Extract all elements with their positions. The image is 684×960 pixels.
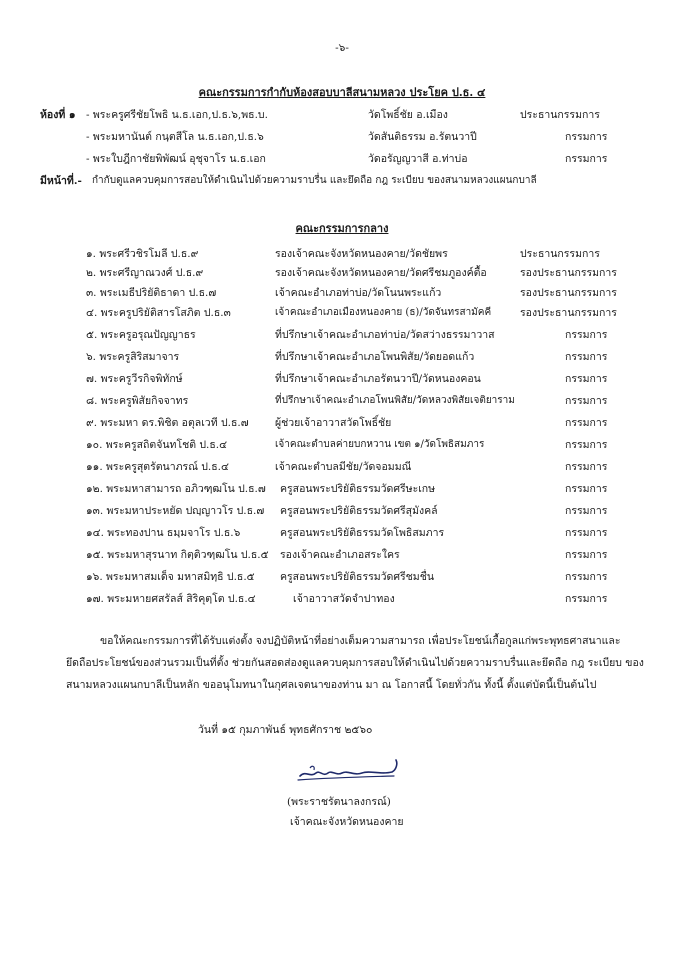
member-position: ที่ปรึกษาเจ้าคณะอำเภอโพนพิสัย/วัดยอดแก้ว (275, 351, 475, 363)
member-name: ๑๒. พระมหาสามารถ อภิวฑฺฒโน ป.ธ.๗ (86, 483, 266, 495)
member-name: - พระมหานันต์ กนฺตสีโล น.ธ.เอก,ป.ธ.๖ (86, 131, 264, 143)
document-title: คณะกรรมการกำกับห้องสอบบาลีสนามหลวง ประโยค ป.ธ. ๔ (198, 86, 486, 99)
member-role: กรรมการ (565, 505, 608, 517)
member-name: ๖. พระครูสิริสมาจาร (86, 351, 180, 363)
table-row (0, 571, 684, 587)
table-row (0, 593, 684, 609)
table-row (0, 287, 684, 303)
room-member-row (0, 153, 684, 169)
member-role: กรรมการ (565, 373, 608, 385)
table-row (0, 307, 684, 323)
table-row (0, 527, 684, 543)
member-position: เจ้าคณะตำบลมีชัย/วัดจอมมณี (275, 461, 412, 473)
member-name: ๑. พระศรีวชิรโมลี ป.ธ.๙ (86, 248, 199, 260)
member-position: ที่ปรึกษาเจ้าคณะอำเภอโพนพิสัย/วัดหลวงพิสัยเจติยาราม (275, 395, 515, 406)
member-role: กรรมการ (565, 593, 608, 605)
member-position: รองเจ้าคณะจังหวัดหนองคาย/วัดชัยพร (275, 248, 448, 260)
member-name: - พระใบฎีกาชัยพิพัฒน์ อุชุจาโร น.ธ.เอก (86, 153, 266, 165)
table-row (0, 329, 684, 345)
table-row (0, 439, 684, 455)
table-row (0, 267, 684, 283)
member-place: วัดอรัญญวาสี อ.ท่าบ่อ (368, 153, 468, 165)
member-position: ที่ปรึกษาเจ้าคณะอำเภอรัตนวาปี/วัดหนองคอน (275, 373, 481, 385)
member-role: กรรมการ (565, 329, 608, 341)
member-role: กรรมการ (565, 527, 608, 539)
member-name: ๓. พระเมธีปริยัติธาดา ป.ธ.๗ (86, 287, 217, 299)
table-row (0, 505, 684, 521)
member-name: ๑๔. พระทองปาน ธมฺมจาโร ป.ธ.๖ (86, 527, 241, 539)
member-name: ๑๕. พระมหาสุรนาท กิตฺติวฑฺฒโน ป.ธ.๕ (86, 549, 269, 561)
member-name: ๙. พระมหา ดร.พิชิต อตุลเวที ป.ธ.๗ (86, 417, 249, 429)
table-row (0, 461, 684, 477)
member-name: ๕. พระครูอรุณปัญญาธร (86, 329, 196, 341)
member-name: ๑๗. พระมหายศสรัลส์ สิริคุตฺโต ป.ธ.๔ (86, 593, 256, 605)
table-row (0, 248, 684, 264)
signatory-title: เจ้าคณะจังหวัดหนองคาย (290, 816, 404, 828)
member-position: เจ้าคณะอำเภอเมืองหนองคาย (ธ)/วัดจันทรสามัคคี (275, 307, 492, 318)
member-role: กรรมการ (565, 461, 608, 473)
duty-text: กำกับดูแลควบคุมการสอบให้ดำเนินไปด้วยความราบรื่น และยึดถือ กฎ ระเบียบ ของสนามหลวงแผนกบาลี (92, 175, 537, 186)
room-member-row (0, 131, 684, 147)
signatory-name: (พระราชรัตนาลงกรณ์) (287, 796, 391, 808)
signature-image (296, 756, 400, 786)
member-role: กรรมการ (565, 153, 608, 165)
table-row (0, 395, 684, 411)
central-committee-title: คณะกรรมการกลาง (295, 222, 389, 235)
table-row (0, 483, 684, 499)
table-row (0, 373, 684, 389)
member-role: กรรมการ (565, 131, 608, 143)
duty-label: มีหน้าที่.- (40, 175, 82, 187)
duty-row (0, 175, 684, 191)
member-name: ๑๑. พระครูสุตรัตนาภรณ์ ป.ธ.๔ (86, 461, 229, 473)
member-name: ๘. พระครูพิสัยกิจจาทร (86, 395, 189, 407)
member-name: ๑๓. พระมหาประหยัด ปญฺญาวโร ป.ธ.๗ (86, 505, 265, 517)
member-position: ที่ปรึกษาเจ้าคณะอำเภอท่าบ่อ/วัดสว่างธรรมาวาส (275, 329, 495, 341)
member-place: วัดสันติธรรม อ.รัตนวาปี (368, 131, 477, 143)
member-role: กรรมการ (565, 395, 608, 407)
closing-paragraph: ขอให้คณะกรรมการที่ได้รับแต่งตั้ง จงปฏิบัติหน้าที่อย่างเต็มความสามารถ เพื่อประโยชน์เกื้อกูลแก่พระพุทธศาสนาและยึดถือประโยชน์ของส่วนรวมเป็นที่ตั้ง ช่วยกันสอดส่องดูแลควบคุมการสอบให้ดำเนินไปด้วยความราบรื่นและยึดถือ กฎ ระเบียบ ของสนามหลวงแผนกบาลีเป็นหลัก ขออนุโมทนาในกุศลเจตนาของท่าน มา ณ โอกาสนี้ โดยทั่วกัน ทั้งนี้ ตั้งแต่บัดนี้เป็นต้นไป (66, 635, 644, 691)
member-position: ครูสอนพระปริยัติธรรมวัดศรีสุมังคล์ (280, 505, 438, 517)
page-number: -๖- (335, 42, 349, 54)
member-role: รองประธานกรรมการ (520, 267, 617, 279)
member-name: ๑๖. พระมหาสมเด็จ มหาสมิทฺธิ ป.ธ.๕ (86, 571, 255, 583)
member-role: กรรมการ (565, 417, 608, 429)
member-place: วัดโพธิ์ชัย อ.เมือง (368, 109, 448, 121)
member-role: ประธานกรรมการ (520, 109, 600, 121)
member-role: กรรมการ (565, 351, 608, 363)
room-label: ห้องที่ ๑ (40, 109, 76, 121)
member-position: เจ้าอาวาสวัดจำปาทอง (293, 593, 395, 605)
member-role: รองประธานกรรมการ (520, 287, 617, 299)
table-row (0, 417, 684, 433)
member-position: รองเจ้าคณะอำเภอสระใคร (280, 549, 400, 561)
member-name: ๗. พระครูวีรกิจพิทักษ์ (86, 373, 183, 385)
member-position: เจ้าคณะตำบลค่ายบกหวาน เขต ๑/วัดโพธิสมภาร (275, 439, 485, 450)
room-member-row (0, 109, 684, 125)
member-position: ผู้ช่วยเจ้าอาวาสวัดโพธิ์ชัย (275, 417, 392, 429)
member-position: เจ้าคณะอำเภอท่าบ่อ/วัดโนนพระแก้ว (275, 287, 442, 299)
member-name: ๔. พระครูปริยัติสารโสภิต ป.ธ.๓ (86, 307, 231, 319)
member-position: ครูสอนพระปริยัติธรรมวัดโพธิสมภาร (280, 527, 445, 539)
member-role: กรรมการ (565, 549, 608, 561)
table-row (0, 351, 684, 367)
table-row (0, 549, 684, 565)
member-role: ประธานกรรมการ (520, 248, 600, 260)
document-date: วันที่ ๑๕ กุมภาพันธ์ พุทธศักราช ๒๕๖๐ (198, 724, 373, 736)
member-role: รองประธานกรรมการ (520, 307, 617, 319)
member-name: ๑๐. พระครูสถิตจันทโชติ ป.ธ.๔ (86, 439, 228, 451)
member-role: กรรมการ (565, 483, 608, 495)
member-name: - พระครูศรีชัยโพธิ น.ธ.เอก,ป.ธ.๖,พธ.บ. (86, 109, 268, 121)
member-position: ครูสอนพระปริยัติธรรมวัดศรีษะเกษ (280, 483, 436, 495)
member-role: กรรมการ (565, 439, 608, 451)
member-name: ๒. พระศรีญาณวงศ์ ป.ธ.๙ (86, 267, 204, 279)
member-position: ครูสอนพระปริยัติธรรมวัดศรีชมชื่น (280, 571, 435, 583)
member-position: รองเจ้าคณะจังหวัดหนองคาย/วัดศรีชมภูองค์ตื้อ (275, 267, 487, 279)
member-role: กรรมการ (565, 571, 608, 583)
